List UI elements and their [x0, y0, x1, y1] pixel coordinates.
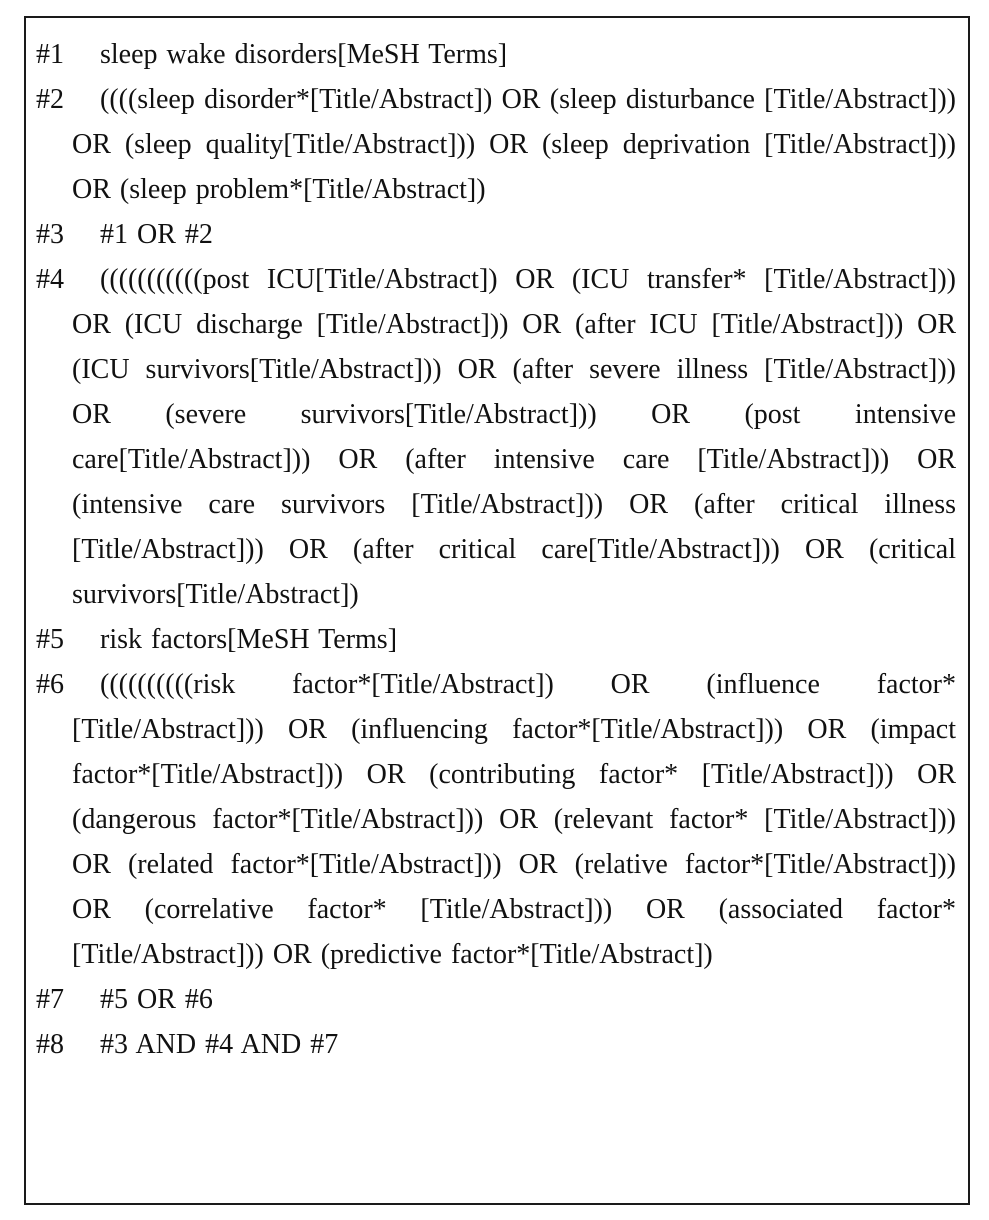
query-text: sleep wake disorders[MeSH Terms]	[100, 39, 508, 70]
query-text: (((((((((((post ICU[Title/Abstract]) OR (ICU transfer* [Title/Abstract])) OR (ICU discharge [Title/Abstract])) OR (after ICU [Title/Abstract])) OR (ICU survivors[Title/Abstract])) OR (after severe illness [Title/Abstract])) OR (severe survivors[Title/Abstract])) OR (post intensive care[Title/Abstract])) OR (after intensive care [Title/Abstract])) OR (intensive care survivors [Title/Abstract])) OR (after critical illness [Title/Abstract])) OR (after critical care[Title/Abstract])) OR (critical survivors[Title/Abstract])	[72, 264, 956, 610]
query-id: #2	[36, 84, 64, 115]
query-line-1	[36, 32, 956, 77]
query-line-2	[36, 77, 956, 212]
query-line-5	[36, 617, 956, 662]
query-id: #3	[36, 219, 64, 250]
query-line-6	[36, 662, 956, 977]
query-line-8	[36, 1022, 956, 1067]
query-id: #5	[36, 624, 64, 655]
query-text: ((((sleep disorder*[Title/Abstract]) OR (sleep disturbance [Title/Abstract])) OR (sleep quality[Title/Abstract])) OR (sleep deprivation [Title/Abstract])) OR (sleep problem*[Title/Abstract])	[72, 84, 956, 205]
query-text: risk factors[MeSH Terms]	[100, 624, 398, 655]
query-text: ((((((((((risk factor*[Title/Abstract]) OR (influence factor*[Title/Abstract])) OR (influencing factor*[Title/Abstract])) OR (impact factor*[Title/Abstract])) OR (contributing factor* [Title/Abstract])) OR (dangerous factor*[Title/Abstract])) OR (relevant factor* [Title/Abstract])) OR (related factor*[Title/Abstract])) OR (relative factor*[Title/Abstract])) OR (correlative factor* [Title/Abstract])) OR (associated factor*[Title/Abstract])) OR (predictive factor*[Title/Abstract])	[72, 669, 956, 970]
search-strategy-box	[24, 16, 970, 1205]
query-id: #8	[36, 1029, 64, 1060]
query-line-3	[36, 212, 956, 257]
query-id: #7	[36, 984, 64, 1015]
query-text: #3 AND #4 AND #7	[100, 1029, 339, 1060]
query-line-4	[36, 257, 956, 617]
query-text: #1 OR #2	[100, 219, 213, 250]
query-line-7	[36, 977, 956, 1022]
query-id: #4	[36, 264, 64, 295]
query-id: #6	[36, 669, 64, 700]
query-id: #1	[36, 39, 64, 70]
query-text: #5 OR #6	[100, 984, 213, 1015]
